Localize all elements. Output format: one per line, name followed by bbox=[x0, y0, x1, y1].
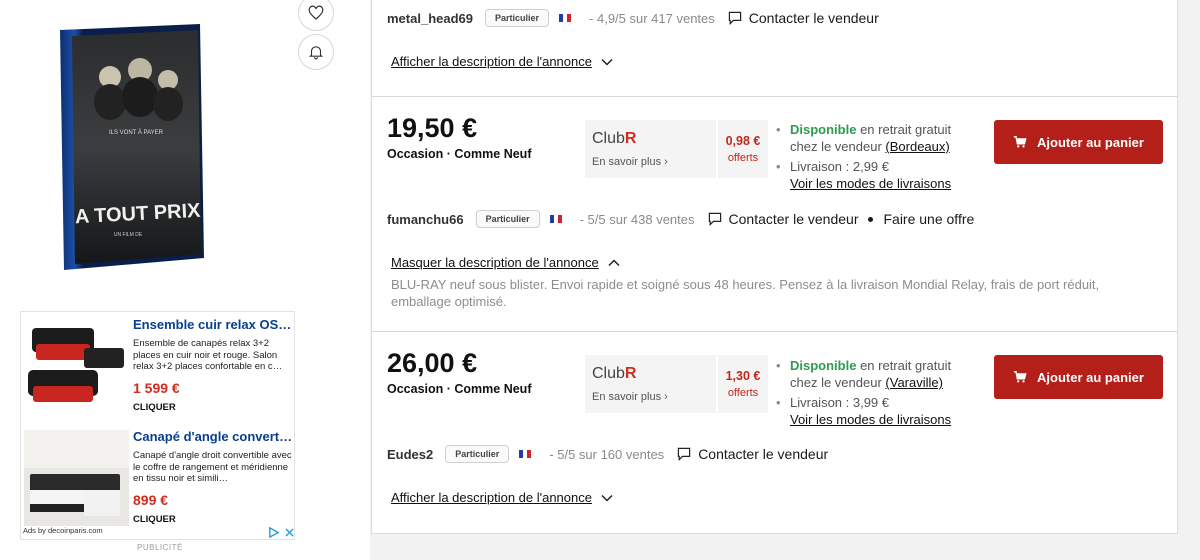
chevron-up-icon bbox=[607, 256, 621, 270]
seller-name[interactable]: fumanchu66 bbox=[387, 211, 464, 227]
france-flag-icon bbox=[519, 450, 531, 458]
offers-panel bbox=[371, 0, 1178, 534]
contact-seller-label: Contacter le vendeur bbox=[748, 10, 879, 26]
message-icon bbox=[727, 10, 743, 26]
favorite-button[interactable] bbox=[298, 0, 334, 31]
ad-cta[interactable]: CLIQUER bbox=[133, 514, 176, 525]
availability-status: Disponible bbox=[790, 122, 857, 137]
ad-title[interactable]: Canapé d'angle convert… bbox=[133, 429, 293, 444]
seller-row bbox=[387, 208, 974, 230]
bell-icon bbox=[307, 43, 325, 61]
close-icon[interactable] bbox=[285, 528, 294, 537]
club-r-box[interactable] bbox=[585, 355, 768, 413]
hide-description-link[interactable] bbox=[391, 255, 621, 270]
make-offer-link[interactable]: Faire une offre bbox=[883, 211, 975, 227]
desc-toggle-label: Afficher la description de l'annonce bbox=[391, 54, 592, 69]
divider bbox=[372, 331, 1177, 332]
pickup-city-link[interactable]: (Bordeaux) bbox=[885, 139, 950, 154]
ad-item[interactable] bbox=[21, 312, 296, 424]
ad-label: PUBLICITÉ bbox=[137, 543, 183, 552]
cover-title: A TOUT PRIX bbox=[74, 199, 201, 229]
france-flag-icon bbox=[559, 14, 571, 22]
show-description-link[interactable] bbox=[391, 54, 614, 69]
pickup-text: en retrait gratuit chez le vendeur bbox=[790, 122, 952, 154]
ad-source: Ads by decoinparis.com bbox=[23, 526, 103, 535]
product-cover-image[interactable] bbox=[50, 22, 206, 272]
ad-item[interactable] bbox=[21, 424, 296, 536]
advertisement-block bbox=[20, 311, 295, 540]
ad-sofa-image bbox=[24, 318, 129, 414]
contact-seller-label: Contacter le vendeur bbox=[698, 446, 829, 462]
club-reward-label: offerts bbox=[727, 152, 759, 164]
delivery-modes-link[interactable]: Voir les modes de livraisons bbox=[790, 176, 952, 191]
club-more-link[interactable]: En savoir plus › bbox=[592, 391, 668, 403]
club-r-logo: ClubR bbox=[592, 130, 637, 147]
ad-price: 899 € bbox=[133, 492, 169, 508]
ad-price: 1 599 € bbox=[133, 380, 180, 396]
pickup-text: en retrait gratuit chez le vendeur bbox=[790, 358, 952, 390]
offer-price: 19,50 € bbox=[387, 113, 478, 143]
offer-condition: Occasion · Comme Neuf bbox=[387, 147, 532, 161]
divider bbox=[372, 96, 1177, 97]
ad-description: Canapé d'angle droit convertible avec le coffre de rangement et méridienne en tissu noir et simili… bbox=[133, 450, 292, 484]
seller-badge: Particulier bbox=[485, 9, 549, 27]
ad-cta[interactable]: CLIQUER bbox=[133, 402, 176, 413]
delivery-modes-link[interactable]: Voir les modes de livraisons bbox=[790, 412, 952, 427]
ad-sofa-image bbox=[24, 430, 129, 526]
seller-badge: Particulier bbox=[476, 210, 540, 228]
seller-row bbox=[387, 443, 828, 465]
price-alert-button[interactable] bbox=[298, 34, 334, 70]
seller-rating: - 5/5 sur 438 ventes bbox=[579, 211, 695, 227]
seller-name[interactable]: metal_head69 bbox=[387, 10, 473, 26]
chevron-down-icon bbox=[600, 491, 614, 505]
seller-rating: - 4,9/5 sur 417 ventes bbox=[589, 10, 715, 26]
club-r-logo: ClubR bbox=[592, 365, 637, 382]
desc-toggle-label: Afficher la description de l'annonce bbox=[391, 490, 592, 505]
add-to-cart-button[interactable] bbox=[994, 120, 1163, 164]
add-to-cart-label: Ajouter au panier bbox=[1037, 369, 1144, 385]
contact-seller-link[interactable] bbox=[676, 446, 828, 462]
cover-tagline: ILS VONT À PAYER bbox=[108, 130, 164, 136]
ad-title[interactable]: Ensemble cuir relax OS… bbox=[133, 317, 292, 332]
message-icon bbox=[676, 446, 692, 462]
availability-info: • Disponible en retrait gratuit chez le vendeur (Bordeaux) • Livraison : 2,99 € Voir les modes de livraisons bbox=[776, 122, 952, 191]
offer-description: BLU-RAY neuf sous blister. Envoi rapide et soigné sous 48 heures. Pensez à la livraison Mondial Relay, frais de port réduit, emballage optimisé. bbox=[391, 277, 1100, 309]
chevron-down-icon bbox=[600, 55, 614, 69]
add-to-cart-label: Ajouter au panier bbox=[1037, 134, 1144, 150]
club-more-link[interactable]: En savoir plus › bbox=[592, 156, 668, 168]
cart-icon bbox=[1013, 370, 1027, 384]
separator-dot bbox=[868, 217, 873, 222]
heart-icon bbox=[307, 4, 325, 22]
left-column bbox=[0, 0, 370, 560]
contact-seller-link[interactable] bbox=[727, 10, 879, 26]
delivery-price: Livraison : 2,99 € bbox=[790, 159, 890, 174]
show-description-link[interactable] bbox=[391, 490, 614, 505]
club-r-box[interactable] bbox=[585, 120, 768, 178]
offer-condition: Occasion · Comme Neuf bbox=[387, 382, 532, 396]
adchoices-icon[interactable] bbox=[268, 527, 279, 538]
add-to-cart-button[interactable] bbox=[994, 355, 1163, 399]
ad-description: Ensemble de canapés relax 3+2 places en cuir noir et rouge. Salon relax 3+2 places confortable en c… bbox=[133, 338, 283, 372]
delivery-price: Livraison : 3,99 € bbox=[790, 395, 890, 410]
contact-seller-link[interactable] bbox=[707, 211, 859, 227]
seller-rating: - 5/5 sur 160 ventes bbox=[549, 446, 665, 462]
club-reward-amount: 1,30 € bbox=[725, 369, 761, 383]
availability-status: Disponible bbox=[790, 358, 857, 373]
contact-seller-label: Contacter le vendeur bbox=[728, 211, 859, 227]
seller-row bbox=[387, 7, 879, 29]
message-icon bbox=[707, 211, 723, 227]
club-reward-amount: 0,98 € bbox=[725, 134, 761, 148]
seller-badge: Particulier bbox=[445, 445, 509, 463]
pickup-city-link[interactable]: (Varaville) bbox=[885, 375, 943, 390]
seller-name[interactable]: Eudes2 bbox=[387, 446, 434, 462]
cover-credit: UN FILM DE bbox=[113, 232, 143, 238]
club-reward-label: offerts bbox=[727, 387, 759, 399]
availability-info: • Disponible en retrait gratuit chez le vendeur (Varaville) • Livraison : 3,99 € Voir les modes de livraisons bbox=[776, 358, 952, 427]
desc-toggle-label: Masquer la description de l'annonce bbox=[391, 255, 599, 270]
cart-icon bbox=[1013, 135, 1027, 149]
offer-price: 26,00 € bbox=[387, 348, 478, 378]
ad-footer bbox=[21, 523, 296, 539]
france-flag-icon bbox=[550, 215, 562, 223]
